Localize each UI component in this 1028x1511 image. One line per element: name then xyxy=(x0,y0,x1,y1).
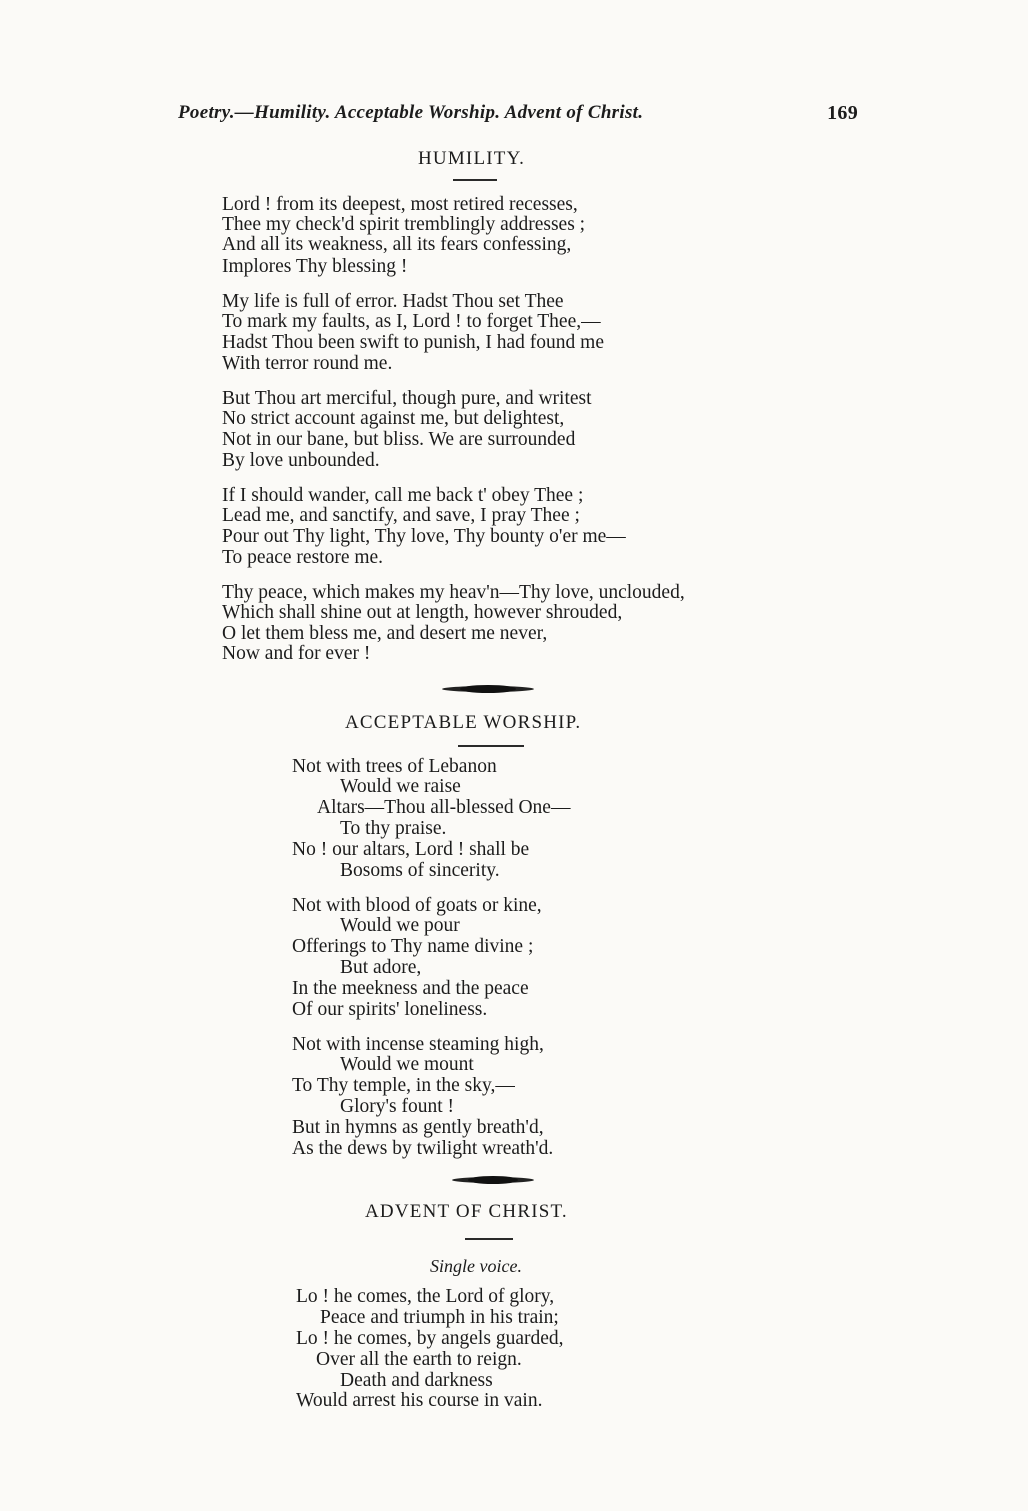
poem-line: Not with incense steaming high, xyxy=(292,1034,544,1055)
poem-line: Of our spirits' loneliness. xyxy=(292,999,488,1020)
section-ornament xyxy=(442,686,534,692)
poem-line: Altars—Thou all-blessed One— xyxy=(317,797,571,818)
poem-line: Would arrest his course in vain. xyxy=(296,1390,543,1411)
poem-line: Not with trees of Lebanon xyxy=(292,756,497,777)
poem-line: To mark my faults, as I, Lord ! to forget Thee,— xyxy=(222,311,601,332)
poem-line: But in hymns as gently breath'd, xyxy=(292,1117,544,1138)
poem-line: Glory's fount ! xyxy=(340,1096,455,1117)
poem-line: Which shall shine out at length, however shrouded, xyxy=(222,602,623,623)
poem-line: If I should wander, call me back t' obey Thee ; xyxy=(222,485,584,506)
poem-line: No ! our altars, Lord ! shall be xyxy=(292,839,530,860)
poem-line: Lo ! he comes, the Lord of glory, xyxy=(296,1286,555,1307)
poem-line: Now and for ever ! xyxy=(222,643,371,664)
poem-line: Would we mount xyxy=(340,1054,474,1075)
section-ornament xyxy=(452,1177,534,1183)
poem-line: Lo ! he comes, by angels guarded, xyxy=(296,1328,564,1349)
poem-title-advent-of-christ: ADVENT OF CHRIST. xyxy=(365,1201,568,1222)
poem-line: To thy praise. xyxy=(340,818,447,839)
poem-line: Hadst Thou been swift to punish, I had found me xyxy=(222,332,605,353)
poem-line: Would we raise xyxy=(340,776,461,797)
poem-line: But adore, xyxy=(340,957,422,978)
poem-line: Pour out Thy light, Thy love, Thy bounty o'er me— xyxy=(222,526,626,547)
poem-line: Thee my check'd spirit tremblingly addresses ; xyxy=(222,214,586,235)
poem-line: Not in our bane, but bliss. We are surrounded xyxy=(222,429,576,450)
poem-line: To Thy temple, in the sky,— xyxy=(292,1075,515,1096)
poem-line: Lord ! from its deepest, most retired recesses, xyxy=(222,194,578,215)
poem-line: O let them bless me, and desert me never, xyxy=(222,623,548,644)
poem-line: No strict account against me, but delightest, xyxy=(222,408,565,429)
poem-line: With terror round me. xyxy=(222,353,393,374)
page-number: 169 xyxy=(827,102,858,124)
poem-line: My life is full of error. Hadst Thou set Thee xyxy=(222,291,564,312)
poem-subtitle: Single voice. xyxy=(430,1256,522,1276)
poem-line: But Thou art merciful, though pure, and writest xyxy=(222,388,592,409)
poem-line: Implores Thy blessing ! xyxy=(222,256,408,277)
poem-line: Death and darkness xyxy=(340,1370,493,1391)
poem-line: Peace and triumph in his train; xyxy=(320,1307,559,1328)
running-head xyxy=(178,102,858,132)
poem-line: By love unbounded. xyxy=(222,450,380,471)
poem-line: And all its weakness, all its fears confessing, xyxy=(222,234,572,255)
running-head-title: Poetry.—Humility. Acceptable Worship. Advent of Christ. xyxy=(178,102,644,123)
poem-line: Would we pour xyxy=(340,915,460,936)
poem-line: In the meekness and the peace xyxy=(292,978,529,999)
poem-line: Not with blood of goats or kine, xyxy=(292,895,542,916)
poem-line: Thy peace, which makes my heav'n—Thy love, unclouded, xyxy=(222,582,685,603)
poem-line: Over all the earth to reign. xyxy=(316,1349,522,1370)
poem-line: Offerings to Thy name divine ; xyxy=(292,936,534,957)
title-rule xyxy=(458,745,524,747)
poem-line: As the dews by twilight wreath'd. xyxy=(292,1138,554,1159)
poem-title-acceptable-worship: ACCEPTABLE WORSHIP. xyxy=(345,712,582,733)
title-rule xyxy=(465,1238,513,1240)
poem-line: Lead me, and sanctify, and save, I pray Thee ; xyxy=(222,505,580,526)
poem-line: To peace restore me. xyxy=(222,547,384,568)
poem-title-humility: HUMILITY. xyxy=(418,148,526,169)
poem-line: Bosoms of sincerity. xyxy=(340,860,500,881)
title-rule xyxy=(453,179,497,181)
